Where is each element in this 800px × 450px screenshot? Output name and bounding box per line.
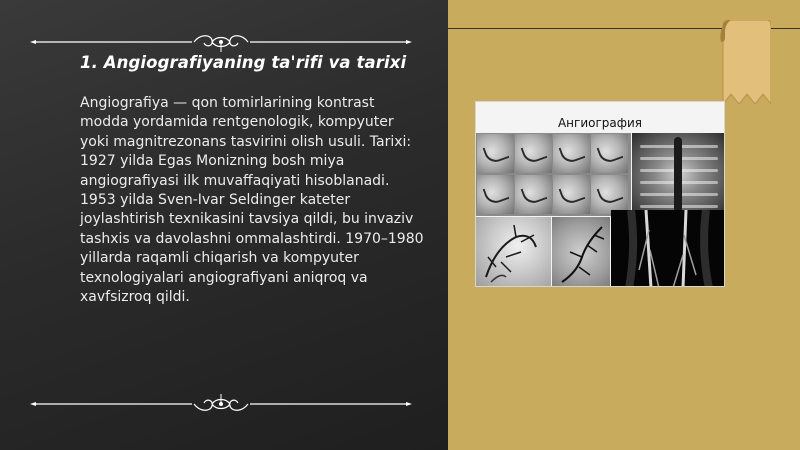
slide-title: 1. Angiografiyaning ta'rifi va tarixi <box>80 53 407 72</box>
leg-angiogram-image <box>611 210 725 287</box>
angiogram-sequence-grid <box>476 133 631 216</box>
slide-body-text: Angiografiya — qon tomirlarining kontrast modda yordamida rentgenologik, kompyuter yoki magnitrezonans tasvirini olish usuli. Tarixi: 1927 yilda Egas Monizning bosh miya angiografiyasi ilk muvaffaqiyati hisoblanadi. 1953 yilda Sven-Ivar Seldinger kateter joylashtirish texnikasini tavsiya qildi, bu invaziv tashxis va davolashni ommalashtirdi. 1970–1980 yillarda raqamli chiqarish va kompyuter texnologiyalari angiografiyani aniqroq va xavfsizroq qildi. <box>80 95 424 306</box>
angiography-figure <box>475 101 725 287</box>
chest-angiogram-image <box>632 133 725 216</box>
figure-caption: Ангиография <box>557 116 643 130</box>
vessel-branch-angiogram-image <box>552 217 610 287</box>
bottom-ornament-divider <box>30 392 412 416</box>
cerebral-angiogram-image <box>476 217 551 287</box>
top-ornament-divider <box>30 30 412 54</box>
bookmark-ribbon-icon <box>719 20 771 104</box>
